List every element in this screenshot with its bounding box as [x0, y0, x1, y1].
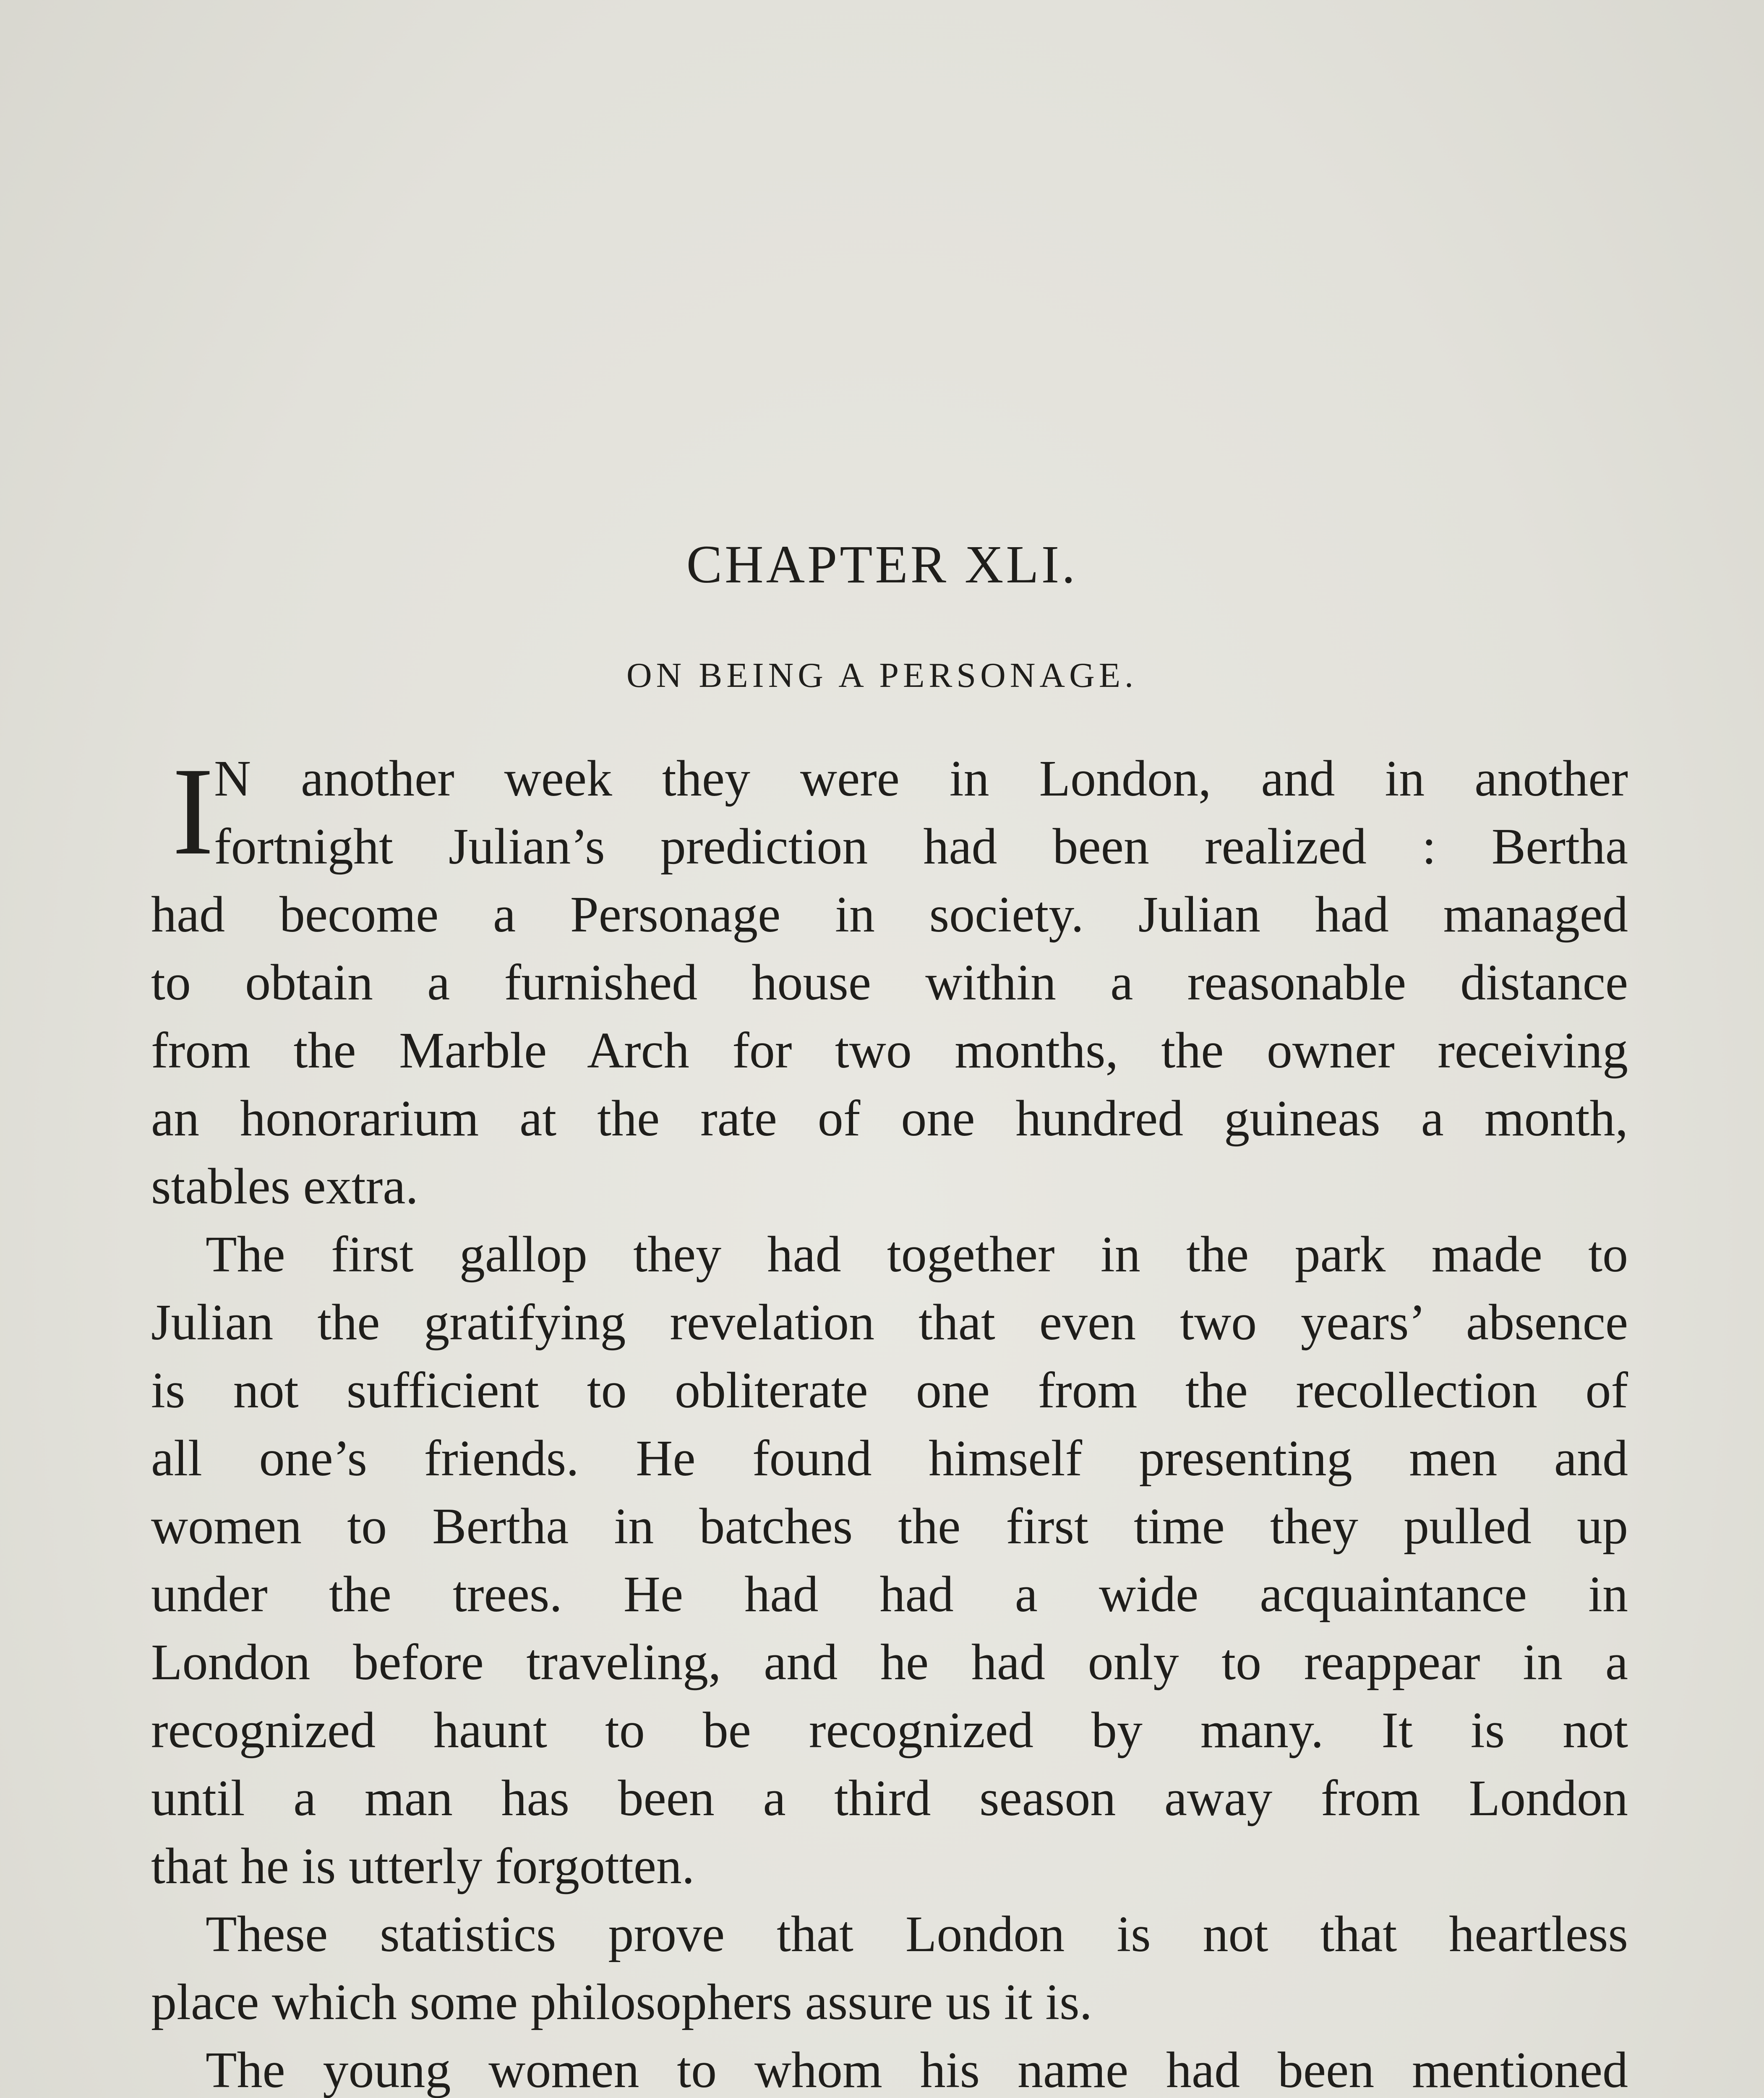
body-text — [151, 741, 1628, 2098]
text-line: Julian the gratifying revelation that even two years’ absence — [151, 1294, 1628, 1351]
text-line: all one’s friends. He found himself presenting men and — [151, 1430, 1628, 1487]
text-line: The first gallop they had together in the park made to — [206, 1226, 1628, 1283]
text-line: stables extra. — [151, 1158, 418, 1215]
chapter-subtitle: ON BEING A PERSONAGE. — [626, 656, 1138, 695]
text-line: fortnight Julian’s prediction had been realized : Bertha — [214, 818, 1628, 875]
text-line: until a man has been a third season away from London — [151, 1770, 1628, 1827]
text-line: recognized haunt to be recognized by many. It is not — [151, 1702, 1628, 1759]
text-line: had become a Personage in society. Julian had managed — [151, 886, 1628, 943]
chapter-title: CHAPTER XLI. — [686, 535, 1078, 594]
text-line: N another week they were in London, and in another — [214, 750, 1628, 807]
text-line: from the Marble Arch for two months, the owner receiving — [151, 1022, 1628, 1079]
text-line: women to Bertha in batches the first time they pulled up — [151, 1498, 1628, 1555]
text-line: to obtain a furnished house within a reasonable distance — [151, 954, 1628, 1011]
text-line: place which some philosophers assure us it is. — [151, 1974, 1093, 2030]
text-line: London before traveling, and he had only to reappear in a — [151, 1634, 1628, 1691]
text-line: under the trees. He had had a wide acquaintance in — [151, 1566, 1628, 1623]
text-line: is not sufficient to obliterate one from the recollection of — [151, 1362, 1628, 1419]
text-line: an honorarium at the rate of one hundred guineas a month, — [151, 1090, 1628, 1147]
text-line: The young women to whom his name had been mentioned — [206, 2042, 1628, 2098]
drop-cap: I — [172, 741, 214, 881]
text-line: These statistics prove that London is not that heartless — [206, 1906, 1628, 1962]
text-line: that he is utterly forgotten. — [151, 1838, 695, 1894]
